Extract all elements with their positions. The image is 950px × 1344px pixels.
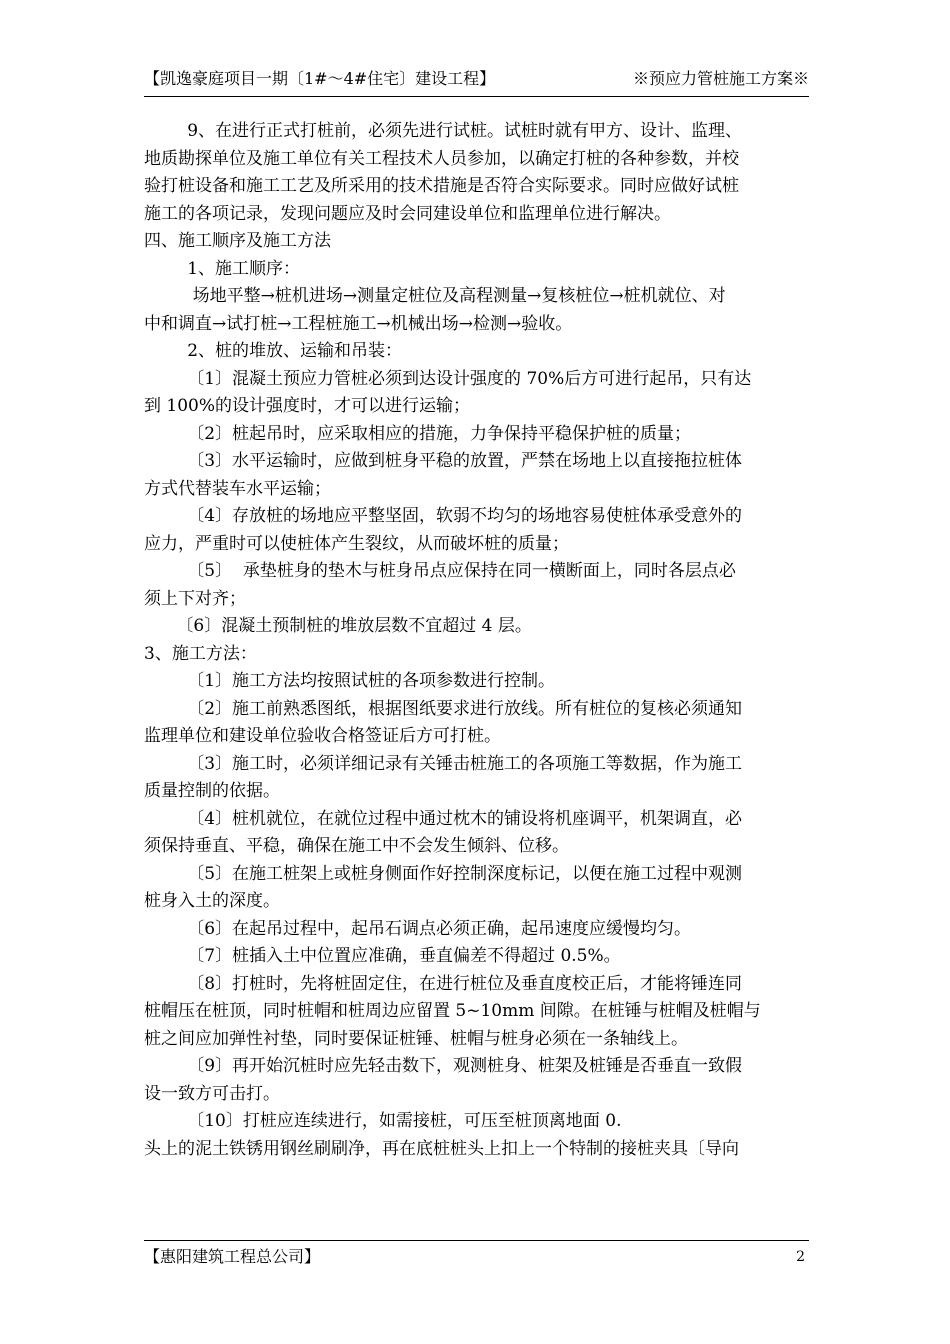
text-line: 地质勘探单位及施工单位有关工程技术人员参加，以确定打桩的各种参数，并校 (144, 148, 739, 169)
footer-divider (144, 1240, 809, 1241)
company-name: 【惠阳建筑工程总公司】 (144, 1247, 321, 1266)
text-line: 〔6〕在起吊过程中，起吊石调点必须正确，起吊速度应缓慢均匀。 (144, 918, 692, 939)
text-line: 验打桩设备和施工工艺及所采用的技术措施是否符合实际要求。同时应做好试桩 (144, 176, 739, 196)
text-line: 〔6〕混凝土预制桩的堆放层数不宜超过 4 层。 (144, 616, 532, 636)
text-line: 〔7〕桩插入土中位置应准确，垂直偏差不得超过 0.5%。 (144, 946, 621, 966)
text-line: 〔5〕在施工桩架上或桩身侧面作好控制深度标记，以便在施工过程中观测 (144, 863, 743, 884)
text-line: 〔2〕桩起吊时，应采取相应的措施，力争保持平稳保护桩的质量； (144, 423, 692, 444)
text-line: 〔1〕混凝土预应力管桩必须到达设计强度的 70%后方可进行起吊，只有达 (144, 368, 752, 389)
text-line: 到 100%的设计强度时，才可以进行运输； (144, 396, 471, 416)
text-line: 〔5〕 承垫桩身的垫木与桩身吊点应保持在同一横断面上，同时各层点必 (144, 561, 736, 581)
document-body (144, 118, 809, 1163)
text-line: 〔3〕施工时，必须详细记录有关锤击桩施工的各项施工等数据，作为施工 (144, 753, 743, 774)
page-number: 2 (796, 1249, 805, 1265)
text-line: 施工的各项记录，发现问题应及时会同建设单位和监理单位进行解决。 (144, 203, 671, 224)
text-line: 方式代替装车水平运输； (144, 478, 331, 499)
page-footer (144, 1242, 809, 1272)
text-line: 设一致方可击打。 (144, 1083, 280, 1104)
text-line: 〔9〕再开始沉桩时应先轻击数下，观测桩身、桩架及桩锤是否垂直一致假 (144, 1056, 743, 1076)
text-line: 场地平整→桩机进场→测量定桩位及高程测量→复核桩位→桩机就位、对 (144, 286, 726, 306)
text-line: 〔10〕打桩应连续进行，如需接桩，可压至桩顶离地面 0. (144, 1111, 622, 1131)
text-line: 〔2〕施工前熟悉图纸，根据图纸要求进行放线。所有桩位的复核必须通知 (144, 698, 743, 719)
text-line: 〔8〕打桩时，先将桩固定住，在进行桩位及垂直度校正后，才能将锤连同 (144, 973, 743, 994)
text-line: 〔1〕施工方法均按照试桩的各项参数进行控制。 (144, 671, 556, 691)
text-line: 3、施工方法： (144, 643, 257, 664)
text-line: 桩帽压在桩顶，同时桩帽和桩周边应留置 5~10mm 间隙。在桩锤与桩帽及桩帽与 (144, 1001, 761, 1021)
text-line: 2、桩的堆放、运输和吊装： (144, 341, 403, 361)
text-line: 头上的泥土铁锈用钢丝刷刷净，再在底桩桩头上扣上一个特制的接桩夹具〔导向 (144, 1138, 739, 1159)
text-line: 〔4〕桩机就位，在就位过程中通过枕木的铺设将机座调平，机架调直，必 (144, 808, 743, 829)
text-line: 中和调直→试打桩→工程桩施工→机械出场→检测→验收。 (144, 313, 573, 334)
page-header (144, 62, 809, 96)
text-line: 须保持垂直、平稳，确保在施工中不会发生倾斜、位移。 (144, 836, 569, 856)
text-line: 9、在进行正式打桩前，必须先进行试桩。试桩时就有甲方、设计、监理、 (144, 121, 743, 141)
document-title: ※预应力管桩施工方案※ (632, 69, 809, 88)
text-line: 四、施工顺序及施工方法 (144, 231, 331, 251)
text-line: 质量控制的依据。 (144, 781, 280, 801)
text-line: 〔4〕存放桩的场地应平整坚固，软弱不均匀的场地容易使桩体承受意外的 (144, 506, 743, 526)
project-title: 【凯逸豪庭项目一期〔1#～4#住宅〕建设工程】 (144, 69, 496, 88)
text-line: 应力，严重时可以使桩体产生裂纹，从而破坏桩的质量； (144, 533, 569, 554)
header-divider (144, 96, 809, 97)
text-line: 〔3〕水平运输时，应做到桩身平稳的放置，严禁在场地上以直接拖拉桩体 (144, 451, 743, 471)
text-line: 监理单位和建设单位验收合格签证后方可打桩。 (144, 726, 501, 746)
text-line: 桩之间应加弹性衬垫，同时要保证桩锤、桩帽与桩身必须在一条轴线上。 (144, 1028, 688, 1049)
text-line: 1、施工顺序： (144, 258, 301, 279)
text-line: 须上下对齐； (144, 588, 246, 609)
text-line: 桩身入土的深度。 (144, 891, 280, 911)
